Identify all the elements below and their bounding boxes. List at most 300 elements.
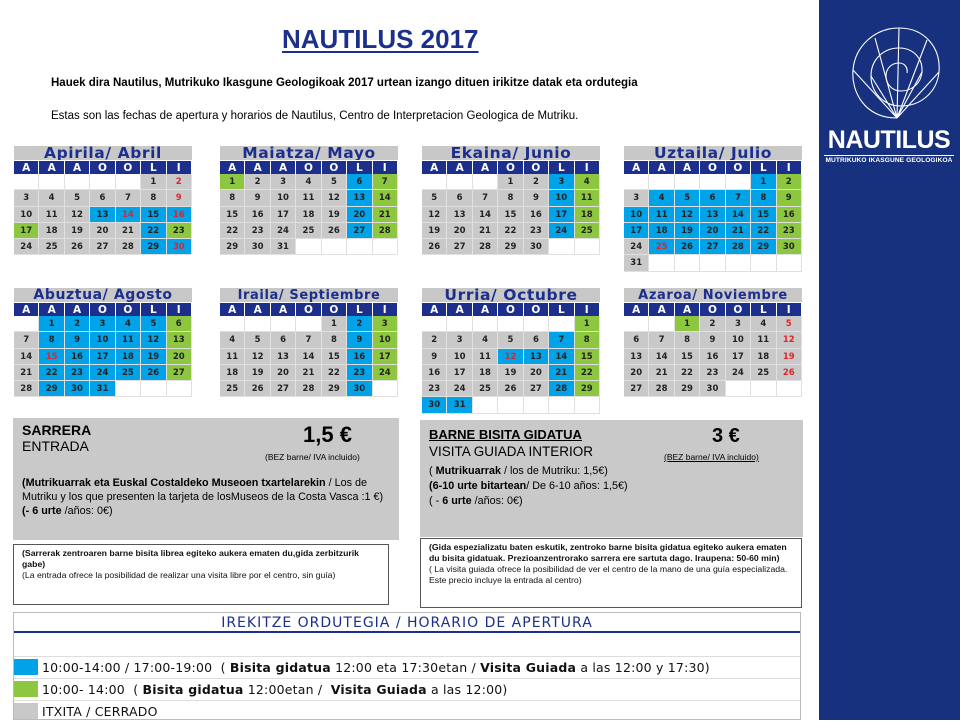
day-cell: 3: [373, 316, 398, 332]
weekday-label: A: [14, 303, 39, 316]
day-cell: [524, 397, 549, 413]
day-cell: 15: [141, 207, 166, 223]
day-cell: 2: [65, 316, 90, 332]
day-cell: 16: [422, 365, 447, 381]
day-cell: 18: [116, 349, 141, 365]
weekday-label: O: [296, 161, 321, 174]
day-cell: [473, 316, 498, 332]
day-cell: 13: [90, 207, 115, 223]
entrance-under6-rest: /años: 0€): [61, 505, 113, 517]
schedule-part: 10:00- 14:00: [42, 681, 125, 697]
day-cell: [726, 174, 751, 190]
page-title: NAUTILUS 2017: [282, 24, 479, 54]
day-cell: 27: [700, 239, 725, 255]
day-cell: 1: [575, 316, 600, 332]
day-cell: 20: [271, 365, 296, 381]
schedule-swatch: [14, 659, 38, 675]
day-cell: 7: [726, 190, 751, 206]
schedule-row: [14, 700, 800, 721]
guided-l3-bold: 6 urte: [442, 495, 472, 507]
week-row: [624, 332, 802, 348]
day-cell: 3: [549, 174, 574, 190]
day-cell: 29: [498, 239, 523, 255]
weekday-label: O: [322, 303, 347, 316]
day-cell: 25: [575, 223, 600, 239]
day-cell: 19: [141, 349, 166, 365]
day-cell: 27: [447, 239, 472, 255]
day-cell: 29: [675, 381, 700, 397]
day-cell: 11: [751, 332, 776, 348]
day-cell: 12: [245, 349, 270, 365]
day-cell: 1: [39, 316, 64, 332]
day-cell: 18: [751, 349, 776, 365]
day-cell: [14, 174, 39, 190]
day-cell: [700, 255, 725, 271]
day-cell: [373, 381, 398, 397]
day-cell: 23: [347, 365, 372, 381]
day-cell: 9: [167, 190, 192, 206]
day-cell: [649, 316, 674, 332]
schedule-row: [14, 656, 800, 677]
day-cell: [14, 316, 39, 332]
schedule-part: 12:00 eta 17:30etan /: [330, 659, 481, 675]
day-cell: 17: [726, 349, 751, 365]
day-cell: 23: [245, 223, 270, 239]
week-row: [624, 190, 802, 206]
weekday-label: A: [39, 161, 64, 174]
day-cell: [116, 381, 141, 397]
schedule-part: 12:00etan /: [243, 681, 331, 697]
day-cell: 26: [322, 223, 347, 239]
schedule-part: 10:00-14:00 / 17:00-19:00: [42, 659, 213, 675]
day-cell: 4: [473, 332, 498, 348]
day-cell: [39, 174, 64, 190]
weekday-label: A: [39, 303, 64, 316]
day-cell: 4: [39, 190, 64, 206]
month-8: [624, 288, 802, 397]
day-cell: 10: [271, 190, 296, 206]
guided-l2-bold: (6-10 urte bitartean: [429, 480, 527, 492]
day-cell: 10: [726, 332, 751, 348]
month-3: [422, 146, 600, 255]
day-cell: 9: [524, 190, 549, 206]
day-cell: 16: [65, 349, 90, 365]
month-7: [422, 288, 600, 414]
entrance-under6-bold: (- 6 urte: [22, 505, 62, 517]
day-cell: 27: [524, 381, 549, 397]
day-cell: 17: [373, 349, 398, 365]
day-cell: 4: [220, 332, 245, 348]
day-cell: 6: [347, 174, 372, 190]
day-cell: 17: [271, 207, 296, 223]
day-cell: 18: [39, 223, 64, 239]
day-cell: 22: [751, 223, 776, 239]
day-cell: 18: [473, 365, 498, 381]
day-cell: 14: [296, 349, 321, 365]
day-cell: 30: [700, 381, 725, 397]
guided-box: [420, 420, 803, 537]
day-cell: 9: [245, 190, 270, 206]
day-cell: 26: [422, 239, 447, 255]
entrance-desc-rest: / Los de Mutriku y los que presenten la tarjeta de losMuseos de la Costa Vasca :1 €): [22, 477, 384, 503]
entrance-vat: (BEZ barne/ IVA incluido): [265, 452, 360, 462]
day-cell: 28: [373, 223, 398, 239]
weekday-header: [220, 160, 398, 174]
week-row: [422, 365, 600, 381]
day-cell: 22: [141, 223, 166, 239]
day-cell: 10: [624, 207, 649, 223]
weekday-label: L: [751, 161, 776, 174]
day-cell: 31: [90, 381, 115, 397]
weekday-label: I: [373, 161, 398, 174]
intro-basque: Hauek dira Nautilus, Mutrikuko Ikasgune Geologikoak 2017 urtean izango dituen irikitze datak eta ordutegia: [51, 77, 638, 89]
week-row: [422, 332, 600, 348]
day-cell: 26: [245, 381, 270, 397]
day-cell: 4: [575, 174, 600, 190]
day-cell: 13: [271, 349, 296, 365]
weekday-label: O: [726, 161, 751, 174]
day-cell: 12: [322, 190, 347, 206]
month-title: Apirila/ Abril: [14, 146, 192, 160]
week-row: [422, 174, 600, 190]
day-cell: 5: [65, 190, 90, 206]
day-cell: [422, 174, 447, 190]
day-cell: 13: [447, 207, 472, 223]
day-cell: 22: [498, 223, 523, 239]
week-row: [14, 190, 192, 206]
day-cell: 21: [296, 365, 321, 381]
weekday-header: [422, 302, 600, 316]
entrance-description: [22, 476, 392, 518]
entrance-price: 1,5 €: [303, 422, 352, 447]
day-cell: [575, 397, 600, 413]
day-cell: 9: [347, 332, 372, 348]
day-cell: 28: [473, 239, 498, 255]
day-cell: 26: [675, 239, 700, 255]
day-cell: 6: [167, 316, 192, 332]
day-cell: 3: [624, 190, 649, 206]
day-cell: 3: [447, 332, 472, 348]
month-title: Urria/ Octubre: [422, 288, 600, 302]
day-cell: 19: [777, 349, 802, 365]
day-cell: [549, 239, 574, 255]
schedule-text: [42, 704, 158, 719]
entrance-box: [13, 418, 399, 540]
week-row: [422, 239, 600, 255]
week-row: [624, 207, 802, 223]
day-cell: 10: [549, 190, 574, 206]
day-cell: 30: [245, 239, 270, 255]
day-cell: 28: [549, 381, 574, 397]
month-1: [14, 146, 192, 255]
day-cell: 14: [549, 349, 574, 365]
week-row: [220, 223, 398, 239]
schedule-swatch: [14, 681, 38, 697]
day-cell: 29: [141, 239, 166, 255]
weekday-label: I: [575, 161, 600, 174]
weekday-label: O: [498, 161, 523, 174]
day-cell: 7: [296, 332, 321, 348]
week-row: [14, 174, 192, 190]
day-cell: [524, 316, 549, 332]
day-cell: 26: [65, 239, 90, 255]
nautilus-shell-icon: [847, 18, 947, 126]
day-cell: 19: [422, 223, 447, 239]
day-cell: 26: [777, 365, 802, 381]
day-cell: 7: [549, 332, 574, 348]
month-2: [220, 146, 398, 255]
weekday-label: A: [649, 161, 674, 174]
day-cell: 25: [649, 239, 674, 255]
day-cell: 5: [422, 190, 447, 206]
weekday-label: A: [422, 303, 447, 316]
day-cell: 24: [549, 223, 574, 239]
day-cell: 30: [524, 239, 549, 255]
day-cell: 9: [422, 349, 447, 365]
week-row: [624, 239, 802, 255]
weekday-label: I: [167, 161, 192, 174]
day-cell: 13: [624, 349, 649, 365]
day-cell: 29: [322, 381, 347, 397]
day-cell: 2: [700, 316, 725, 332]
weekday-label: A: [675, 303, 700, 316]
day-cell: 17: [549, 207, 574, 223]
day-cell: 27: [167, 365, 192, 381]
day-cell: 18: [220, 365, 245, 381]
day-cell: 28: [296, 381, 321, 397]
day-cell: [447, 316, 472, 332]
week-row: [220, 174, 398, 190]
intro-spanish: Estas son las fechas de apertura y horarios de Nautilus, Centro de Interpretacion Geologica de Mutriku.: [51, 110, 579, 122]
day-cell: 16: [347, 349, 372, 365]
month-4: [624, 146, 802, 272]
day-cell: 20: [700, 223, 725, 239]
day-cell: 21: [14, 365, 39, 381]
day-cell: 23: [524, 223, 549, 239]
weekday-label: A: [220, 161, 245, 174]
week-row: [14, 223, 192, 239]
logo-name: NAUTILUS: [827, 126, 951, 154]
week-row: [422, 349, 600, 365]
weekday-label: O: [700, 303, 725, 316]
day-cell: 19: [675, 223, 700, 239]
week-row: [14, 365, 192, 381]
day-cell: 13: [700, 207, 725, 223]
weekday-label: A: [624, 303, 649, 316]
day-cell: 28: [726, 239, 751, 255]
day-cell: 21: [649, 365, 674, 381]
day-cell: [447, 174, 472, 190]
day-cell: 22: [39, 365, 64, 381]
weekday-header: [14, 160, 192, 174]
week-row: [220, 349, 398, 365]
day-cell: 24: [624, 239, 649, 255]
day-cell: [700, 174, 725, 190]
day-cell: 31: [447, 397, 472, 413]
day-cell: 19: [245, 365, 270, 381]
day-cell: 6: [524, 332, 549, 348]
day-cell: 30: [167, 239, 192, 255]
day-cell: 14: [649, 349, 674, 365]
day-cell: [296, 316, 321, 332]
weekday-header: [220, 302, 398, 316]
day-cell: 28: [116, 239, 141, 255]
day-cell: 11: [220, 349, 245, 365]
week-row: [220, 239, 398, 255]
day-cell: 12: [498, 349, 523, 365]
day-cell: 12: [675, 207, 700, 223]
day-cell: [473, 174, 498, 190]
weekday-label: A: [245, 161, 270, 174]
month-title: Maiatza/ Mayo: [220, 146, 398, 160]
week-row: [422, 397, 600, 413]
day-cell: 21: [726, 223, 751, 239]
day-cell: [498, 316, 523, 332]
weekday-label: A: [473, 303, 498, 316]
day-cell: 18: [296, 207, 321, 223]
day-cell: [549, 316, 574, 332]
day-cell: 7: [373, 174, 398, 190]
day-cell: [726, 255, 751, 271]
weekday-label: A: [422, 161, 447, 174]
day-cell: 13: [167, 332, 192, 348]
day-cell: 6: [624, 332, 649, 348]
weekday-label: A: [473, 161, 498, 174]
day-cell: 15: [39, 349, 64, 365]
day-cell: [167, 381, 192, 397]
entrance-desc-bold: (Mutrikuarrak eta Euskal Costaldeko Museoen txartelarekin: [22, 477, 326, 489]
day-cell: 3: [14, 190, 39, 206]
day-cell: 10: [373, 332, 398, 348]
day-cell: 8: [498, 190, 523, 206]
guided-note-rest: ( La visita guiada ofrece la posibilidad de ver el centro de la mano de una guía especializada. Este precio incluye la entrada al centro): [429, 564, 788, 585]
day-cell: [296, 239, 321, 255]
weekday-label: O: [116, 303, 141, 316]
day-cell: 13: [347, 190, 372, 206]
day-cell: 20: [524, 365, 549, 381]
weekday-label: A: [675, 161, 700, 174]
day-cell: 5: [322, 174, 347, 190]
weekday-label: L: [141, 303, 166, 316]
day-cell: 6: [90, 190, 115, 206]
schedule-part: (: [212, 659, 230, 675]
schedule-text: [42, 660, 710, 675]
day-cell: 24: [447, 381, 472, 397]
week-row: [220, 381, 398, 397]
day-cell: 20: [90, 223, 115, 239]
day-cell: 6: [447, 190, 472, 206]
day-cell: 30: [777, 239, 802, 255]
day-cell: [751, 255, 776, 271]
day-cell: [649, 255, 674, 271]
day-cell: [347, 239, 372, 255]
weekday-header: [14, 302, 192, 316]
weekday-label: A: [624, 161, 649, 174]
day-cell: [220, 316, 245, 332]
day-cell: 5: [141, 316, 166, 332]
guided-note: [420, 538, 802, 608]
guided-l1-bold: Mutrikuarrak: [435, 465, 502, 477]
day-cell: 3: [726, 316, 751, 332]
day-cell: 22: [675, 365, 700, 381]
entrance-note-bold: (Sarrerak zentroaren barne bisita librea egiteko aukera ematen du,gida zerbitzurik gabe): [22, 548, 359, 569]
guided-subheading: VISITA GUIADA INTERIOR: [429, 444, 594, 459]
day-cell: 24: [726, 365, 751, 381]
week-row: [14, 316, 192, 332]
week-row: [14, 332, 192, 348]
day-cell: 1: [675, 316, 700, 332]
weekday-label: O: [90, 303, 115, 316]
day-cell: 17: [624, 223, 649, 239]
day-cell: [624, 316, 649, 332]
day-cell: 8: [675, 332, 700, 348]
weekday-label: A: [65, 161, 90, 174]
week-row: [220, 207, 398, 223]
day-cell: 9: [700, 332, 725, 348]
guided-l1-rest: / los de Mutriku: 1,5€): [501, 465, 608, 477]
weekday-label: I: [777, 161, 802, 174]
day-cell: 1: [141, 174, 166, 190]
day-cell: 4: [116, 316, 141, 332]
day-cell: 25: [116, 365, 141, 381]
weekday-label: L: [347, 161, 372, 174]
day-cell: 29: [220, 239, 245, 255]
week-row: [624, 349, 802, 365]
schedule-part: a las 12:00 y 17:30): [576, 659, 710, 675]
month-title: Azaroa/ Noviembre: [624, 288, 802, 302]
day-cell: 24: [373, 365, 398, 381]
weekday-label: L: [549, 303, 574, 316]
weekday-label: O: [90, 161, 115, 174]
day-cell: 31: [271, 239, 296, 255]
day-cell: 23: [777, 223, 802, 239]
day-cell: 29: [751, 239, 776, 255]
schedule-part: ITXITA / CERRADO: [42, 703, 158, 719]
guided-price: 3 €: [712, 425, 740, 447]
entrance-note-rest: (La entrada ofrece la posibilidad de realizar una visita libre por el centro, sin guía): [22, 570, 336, 580]
day-cell: 12: [422, 207, 447, 223]
week-row: [220, 365, 398, 381]
day-cell: 18: [575, 207, 600, 223]
day-cell: 17: [90, 349, 115, 365]
day-cell: 6: [700, 190, 725, 206]
day-cell: 28: [14, 381, 39, 397]
day-cell: 15: [322, 349, 347, 365]
month-title: Ekaina/ Junio: [422, 146, 600, 160]
day-cell: 11: [296, 190, 321, 206]
day-cell: [271, 316, 296, 332]
day-cell: [90, 174, 115, 190]
week-row: [624, 223, 802, 239]
day-cell: [422, 316, 447, 332]
month-title: Abuztua/ Agosto: [14, 288, 192, 302]
week-row: [220, 332, 398, 348]
day-cell: [649, 174, 674, 190]
day-cell: 10: [447, 349, 472, 365]
weekday-label: A: [649, 303, 674, 316]
day-cell: 8: [575, 332, 600, 348]
week-row: [14, 207, 192, 223]
weekday-label: A: [65, 303, 90, 316]
day-cell: 2: [347, 316, 372, 332]
day-cell: 12: [65, 207, 90, 223]
day-cell: 14: [473, 207, 498, 223]
day-cell: 28: [649, 381, 674, 397]
weekday-label: I: [777, 303, 802, 316]
day-cell: 25: [39, 239, 64, 255]
day-cell: [116, 174, 141, 190]
day-cell: 13: [524, 349, 549, 365]
